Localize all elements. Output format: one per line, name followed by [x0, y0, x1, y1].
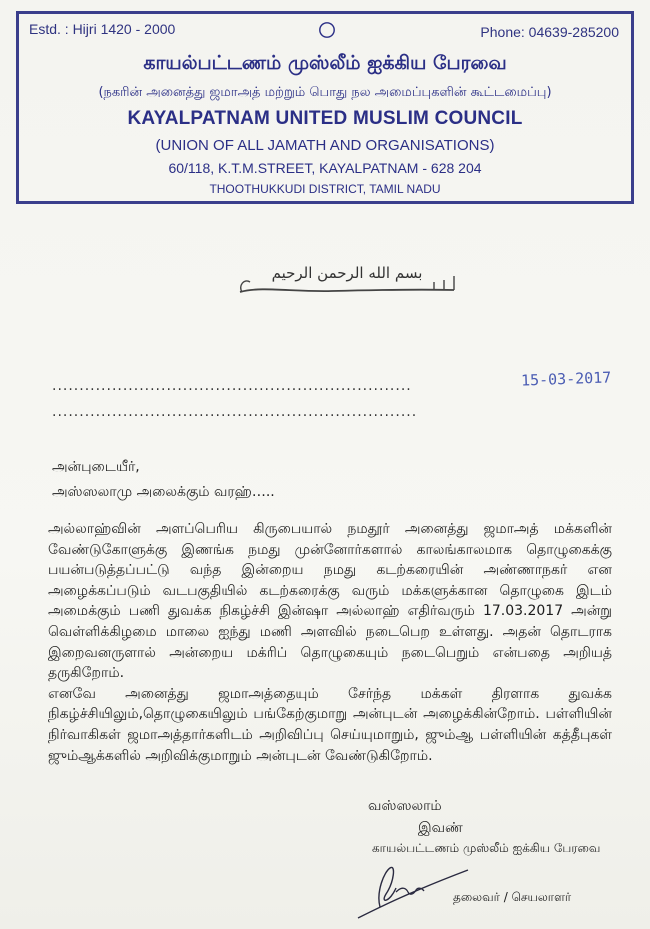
bismillah-text: بسم الله الرحمن الرحيم: [271, 264, 423, 282]
established-text: Estd. : Hijri 1420 - 2000: [29, 21, 176, 37]
handwritten-signature: [350, 852, 480, 922]
english-organization-subtitle: (UNION OF ALL JAMATH AND ORGANISATIONS): [155, 137, 495, 154]
salutation-line-1: அன்புடையீர்,: [52, 459, 140, 475]
body-paragraph-1: அல்லாஹ்வின் அளப்பெரிய கிருபையால் நமதூர் அனைத்து ஜமாஅத் மக்களின் வேண்டுகோளுக்கு இணங்க நமது முன்னோர்களால் காலங்காலமாக தொழுகைக்கு பயன்படுத்தப்பட்டு வந்த இன்றைய நமது கடற்கரையின் அண்ணாநகர் என அழைக்கப்படும் வடபகுதியில் கடற்கரைக்கு வரும் மக்களுக்கான தொழுகை இடம் அமைக்கும் பணி துவக்க நிகழ்ச்சி இன்ஷா அல்லாஹ் எதிர்வரும் 17.03.2017 அன்று வெள்ளிக்கிழமை மாலை ஐந்து மணி அளவில் நடைபெற உள்ளது. அதன் தொடராக இறைவனருளால் அன்றைய மக்ரிப் தொழுகையும் நடைபெறும் என்பதை அறியத் தருகிறோம்.: [48, 521, 612, 682]
recipient-line-1: ..................................................................: [52, 378, 412, 394]
closing-designation: தலைவர் / செயலாளர்: [453, 890, 572, 904]
letter-date: 15-03-2017: [520, 368, 612, 390]
organization-address: 60/118, K.T.M.STREET, KAYALPATNAM - 628 204: [168, 160, 482, 176]
organization-district: THOOTHUKKUDI DISTRICT, TAMIL NADU: [209, 182, 441, 196]
letter-body: [48, 519, 612, 766]
closing-ivan: இவண்: [418, 820, 463, 836]
closing-organization: காயல்பட்டணம் முஸ்லீம் ஐக்கிய பேரவை: [372, 841, 601, 855]
phone-number: Phone: 04639-285200: [480, 24, 619, 40]
closing-wassalam: வஸ்ஸலாம்: [368, 798, 442, 814]
letterhead: [16, 11, 634, 204]
english-organization-name: KAYALPATNAM UNITED MUSLIM COUNCIL: [127, 108, 523, 129]
recipient-line-2: ...................................................................: [52, 404, 418, 420]
body-paragraph-2: எனவே அனைத்து ஜமாஅத்தையும் சேர்ந்த மக்கள் திரளாக துவக்க நிகழ்ச்சியிலும்,தொழுகையிலும் பங்கேற்குமாறு அன்புடன் அழைக்கின்றோம். பள்ளியின் நிர்வாகிகள் ஜமாஅத்தார்களிடம் அறிவிப்பு செய்யுமாறும், ஜும்ஆ பள்ளியின் கத்தீபுகள் ஜும்ஆக்களில் அறிவிக்குமாறும் அன்புடன் வேண்டுகிறோம்.: [48, 685, 612, 764]
tamil-organization-subtitle: (நகரின் அனைத்து ஜமாஅத் மற்றும் பொது நல அமைப்புகளின் கூட்டமைப்பு): [98, 85, 552, 100]
crescent-emblem-icon: [318, 21, 336, 39]
salutation-line-2: அஸ்ஸலாமு அலைக்கும் வரஹ்…..: [52, 484, 275, 500]
tamil-organization-name: காயல்பட்டணம் முஸ்லீம் ஐக்கிய பேரவை: [143, 52, 507, 74]
